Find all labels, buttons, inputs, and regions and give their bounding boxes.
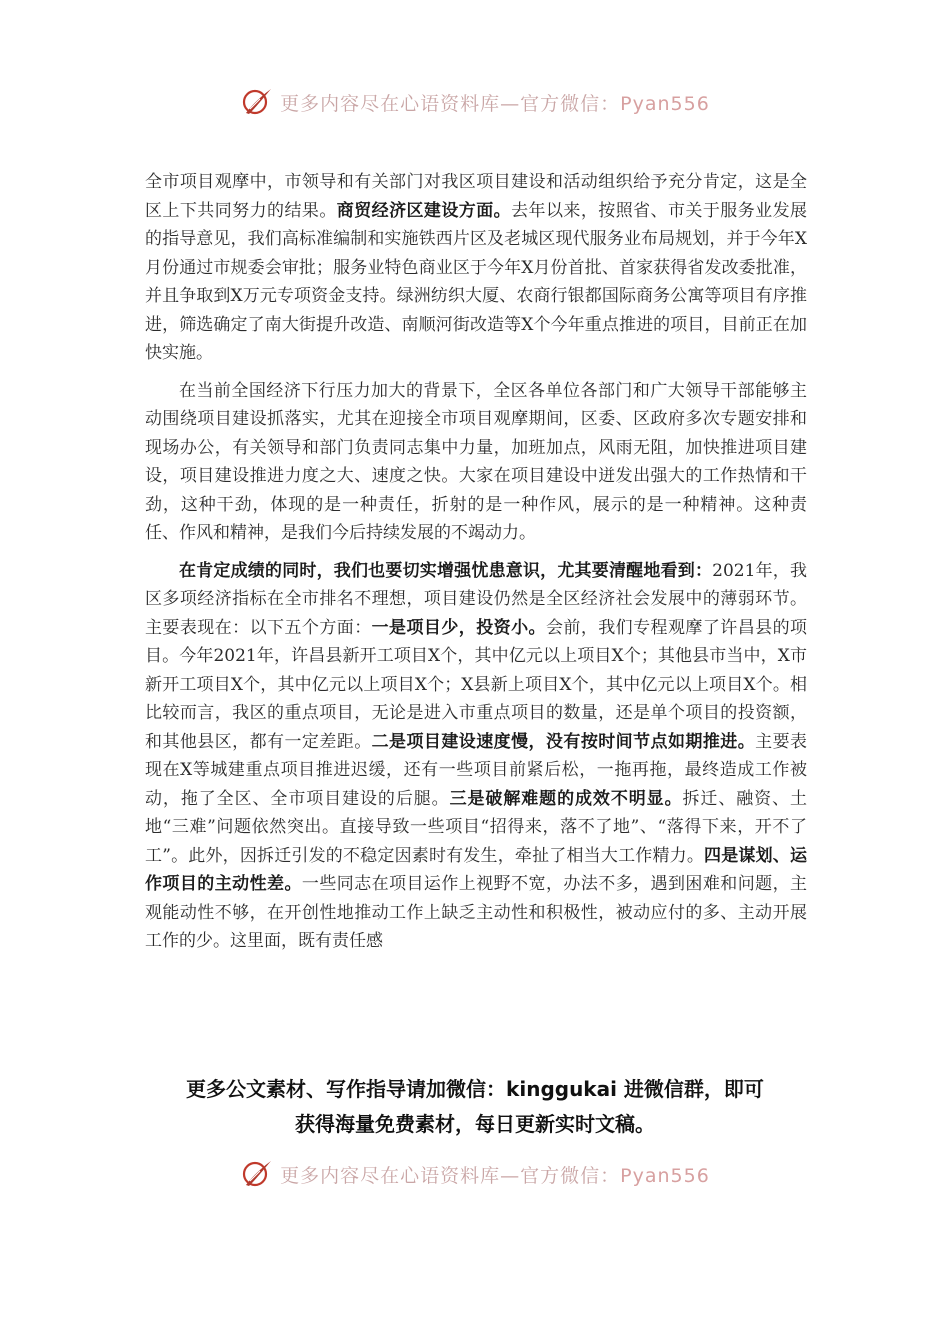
bold-heading: 三是破解难题的成效不明显。 (449, 788, 683, 809)
watermark-text: 更多内容尽在心语资料库—官方微信：Pyan556 (280, 1164, 710, 1187)
promo-line-1: 更多公文素材、写作指导请加微信：kinggukai 进微信群，即可 (186, 1077, 764, 1101)
paragraph (145, 557, 807, 956)
paragraph-text: 全市项目观摩中，市领导和有关部门对我区项目建设和活动组织给予充分肯定，这是全区上下共同努力的结果。 (145, 172, 807, 221)
paragraph-text: 在当前全国经济下行压力加大的背景下，全区各单位各部门和广大领导干部能够主动围绕项目建设抓落实，尤其在迎接全市项目观摩期间，区委、区政府多次专题安排和现场办公，有关领导和部门负责同志集中力量，加班加点，风雨无阻，加快推进项目建设，项目建设推进力度之大、速度之快。大家在项目建设中迸发出强大的工作热情和干劲，这种干劲，体现的是一种责任，折射的是一种作风，展示的是一种精神。这种责任、作风和精神，是我们今后持续发展的不竭动力。 (145, 380, 807, 543)
paragraph-text: 主要表现在X等城建重点项目推进迟缓，还有一些项目前紧后松，一拖再拖，最终造成工作被动，拖了全区、全市项目建设的后腿。 (145, 731, 808, 809)
footer-watermark (0, 1154, 950, 1194)
document-body (145, 168, 807, 965)
bold-heading: 四是谋划、运作项目的主动性差。 (145, 845, 807, 894)
bold-heading: 商贸经济区建设方面。 (336, 200, 512, 221)
paragraph-text: 一些同志在项目运作上视野不宽，办法不多，遇到困难和问题，主观能动性不够，在开创性地推动工作上缺乏主动性和积极性，被动应付的多、主动开展工作的少。这里面，既有责任感 (145, 874, 808, 951)
header-watermark (0, 82, 950, 122)
bold-heading: 在肯定成绩的同时，我们也要切实增强忧患意识，尤其要清醒地看到： (179, 560, 713, 581)
paragraph-text: 会前，我们专程观摩了许昌县的项目。今年2021年，许昌县新开工项目X个，其中亿元以上项目X个；其他县市当中，X市新开工项目X个，其中亿元以上项目X个；X县新上项目X个，其中亿元以上项目X个。相比较而言，我区的重点项目，无论是进入市重点项目的数量，还是单个项目的投资额，和其他县区，都有一定差距。 (145, 617, 808, 752)
promo-line-2: 获得海量免费素材，每日更新实时文稿。 (295, 1112, 655, 1136)
paragraph (145, 377, 807, 548)
paragraph-text: 拆迁、融资、土地“三难”问题依然突出。直接导致一些项目“招得来，落不了地”、“落得下来，开不了工”。此外，因拆迁引发的不稳定因素时有发生，牵扯了相当大工作精力。 (145, 788, 808, 866)
paragraph-text: 2021年，我区多项经济指标在全市排名不理想，项目建设仍然是全区经济社会发展中的薄弱环节。主要表现在：以下五个方面： (145, 560, 807, 638)
promo-banner (120, 1072, 830, 1142)
quill-logo-icon (240, 1157, 274, 1191)
watermark-text: 更多内容尽在心语资料库—官方微信：Pyan556 (280, 92, 710, 115)
paragraph (145, 168, 807, 368)
quill-logo-icon (240, 85, 274, 119)
paragraph-text: 去年以来，按照省、市关于服务业发展的指导意见，我们高标准编制和实施铁西片区及老城区现代服务业布局规划，并于今年X月份通过市规委会审批；服务业特色商业区于今年X月份首批、首家获得省发改委批准，并且争取到X万元专项资金支持。绿洲纺织大厦、农商行银都国际商务公寓等项目有序推进，筛选确定了南大街提升改造、南顺河街改造等X个今年重点推进的项目，目前正在加快实施。 (145, 200, 808, 363)
bold-heading: 一是项目少，投资小。 (371, 617, 546, 638)
bold-heading: 二是项目建设速度慢，没有按时间节点如期推进。 (371, 731, 756, 752)
